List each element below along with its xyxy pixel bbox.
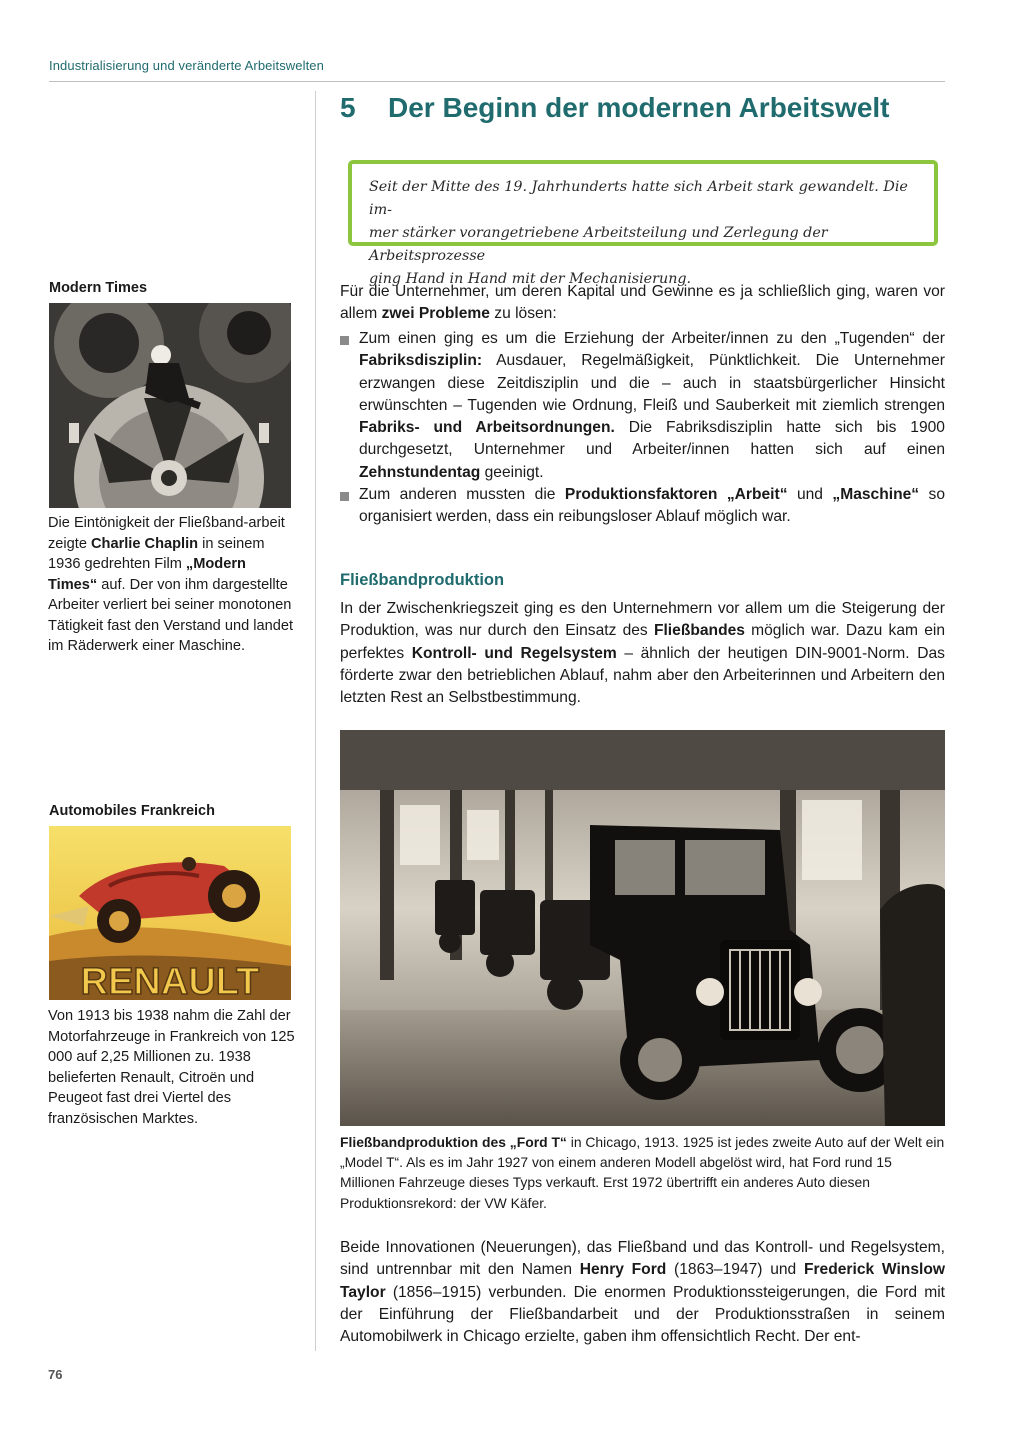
renault-poster-illustration xyxy=(49,826,291,1000)
intro-line: ging Hand in Hand mit der Mechanisierung. xyxy=(369,271,692,287)
text-run: – ähnlich der heutigen DIN-9001-Norm. Das förderte zwar den betrieblichen Ablauf, nahm aber den Arbeiterinnen und Arbeitern den letzten Rest an Selbstbestimmung. xyxy=(340,644,945,707)
bold-term: Frederick Winslow Taylor xyxy=(340,1261,945,1301)
bold-term: Charlie Chaplin xyxy=(91,535,199,552)
renault-poster xyxy=(49,826,291,1000)
text-run: auf. Der von ihm dargestellte Arbeiter verliert bei seiner monotonen Tätigkeit fast den Verstand und landet im Räderwerk einer Maschine. xyxy=(48,576,294,654)
chapter-title-text: Der Beginn der modernen Arbeitswelt xyxy=(388,92,890,123)
bullet-square-icon xyxy=(340,336,349,345)
assembly-line-illustration xyxy=(340,730,945,1126)
text-run: so organisiert werden, dass ein reibungsloser Ablauf möglich war. xyxy=(359,486,945,526)
bold-term: Kontroll- und Regelsystem xyxy=(411,644,617,662)
list-item xyxy=(340,484,945,529)
text-run: geeinigt. xyxy=(480,463,544,481)
page-number: 76 xyxy=(48,1367,63,1382)
bullet-square-icon xyxy=(340,492,349,501)
text-run: In der Zwischenkriegszeit ging es den Unternehmern vor allem um die Steigerung der Produktion, was nur durch den Einsatz des xyxy=(340,600,945,640)
photo-caption xyxy=(340,1132,945,1213)
column-divider xyxy=(315,91,316,1351)
text-run: in Chicago, 1913. 1925 ist jedes zweite Auto auf der Welt ein „Model T“. Als es im Jahr 1927 von einem anderen Modell abgelöst wird, hat Ford rund 15 Millionen Fahrzeuge dieses Typs verkauft. Erst 1972 übertrifft ein anderes Auto diesen Produktionsrekord: der VW Käfer. xyxy=(340,1134,945,1211)
text-run: Ausdauer, Regelmäßigkeit, Pünktlichkeit. Die Unternehmer erzwangen diese Zeitdisziplin und die – auch in staatsbürgerlicher Hinsicht erwünschten – Tugenden wie Ordnung, Fleiß und Sauberkeit mit ziemlich strengen xyxy=(359,352,945,414)
chapter-number: 5 xyxy=(340,92,356,123)
text-run: in seinem 1936 gedrehten Film xyxy=(48,535,265,572)
text-run: zu lösen: xyxy=(489,305,557,323)
header-rule xyxy=(49,81,945,82)
intro-box xyxy=(348,160,938,287)
text-run: und xyxy=(787,486,833,504)
text-run: Für die Unternehmer, um deren Kapital und Gewinne es ja schließlich ging, waren vor allem xyxy=(340,283,945,323)
renault-caption: Von 1913 bis 1938 nahm die Zahl der Motorfahrzeuge in Frankreich von 125 000 auf 2,25 Millionen zu. 1938 belieferten Renault, Citroën und Peugeot fast drei Viertel des französischen Marktes. xyxy=(48,1008,295,1127)
bold-term: zwei Probleme xyxy=(381,305,490,323)
closing-paragraph xyxy=(340,1237,945,1348)
intro-paragraph xyxy=(340,281,945,326)
text-run: möglich war. Dazu kam ein perfektes xyxy=(340,622,946,662)
bold-term: Fabriks- und Arbeitsordnungen. xyxy=(359,419,615,437)
gears-illustration xyxy=(49,303,291,508)
text-run: (1863–1947) und xyxy=(666,1261,804,1279)
text-run: Beide Innovationen (Neuerungen), das Fließband und das Kontroll- und Regelsystem, sind untrennbar mit den Namen xyxy=(340,1239,945,1279)
list-item xyxy=(340,328,945,484)
running-head: Industrialisierung und veränderte Arbeitswelten xyxy=(49,58,324,73)
bold-term: Fließbandproduktion des „Ford T“ xyxy=(340,1134,567,1150)
chapter-title xyxy=(340,92,890,124)
sidebar-heading-renault: Automobiles Frankreich xyxy=(49,803,215,819)
text-run: Zum einen ging es um die Erziehung der Arbeiter/innen zu den „Tugenden“ der xyxy=(359,330,945,347)
modern-times-caption xyxy=(48,513,298,657)
problem-list xyxy=(340,328,945,529)
intro-line: Seit der Mitte des 19. Jahrhunderts hatte sich Arbeit stark gewandelt. Die im- xyxy=(369,179,908,218)
modern-times-photo xyxy=(49,303,291,508)
text-run: Die Eintönigkeit der Fließband-arbeit zeigte xyxy=(48,515,285,552)
text-run: Zum anderen mussten die xyxy=(359,486,565,504)
section-heading: Fließbandproduktion xyxy=(340,571,505,589)
bold-term: „Maschine“ xyxy=(832,486,920,504)
section-paragraph xyxy=(340,598,945,709)
bold-term: „Modern Times“ xyxy=(48,556,246,593)
intro-line: mer stärker vorangetriebene Arbeitsteilung und Zerlegung der Arbeitsprozesse xyxy=(369,225,828,264)
text-run: Die Fabriksdisziplin hatte sich bis 1900 durchgesetzt, Unternehmer und Arbeiter/innen hatten sich auf einen xyxy=(359,419,945,459)
bold-term: Produktionsfaktoren „Arbeit“ xyxy=(564,486,788,504)
bold-term: Zehnstundentag xyxy=(359,463,481,481)
ford-assembly-photo xyxy=(340,730,945,1126)
text-run: (1856–1915) verbunden. Die enormen Produktionssteigerungen, die Ford mit der Einführung der Fließbandarbeit und der Produktionsstraßen in seinem Automobilwerk in Chicago erzielte, gaben ihm offensichtlich Recht. Der ent- xyxy=(340,1283,945,1346)
renault-logo-text: RENAULT xyxy=(80,961,260,1000)
sidebar-heading-modern-times: Modern Times xyxy=(49,280,148,296)
bold-term: Henry Ford xyxy=(579,1261,667,1279)
bold-term: Fabriksdisziplin: xyxy=(359,352,483,370)
bold-term: Fließbandes xyxy=(653,622,745,640)
